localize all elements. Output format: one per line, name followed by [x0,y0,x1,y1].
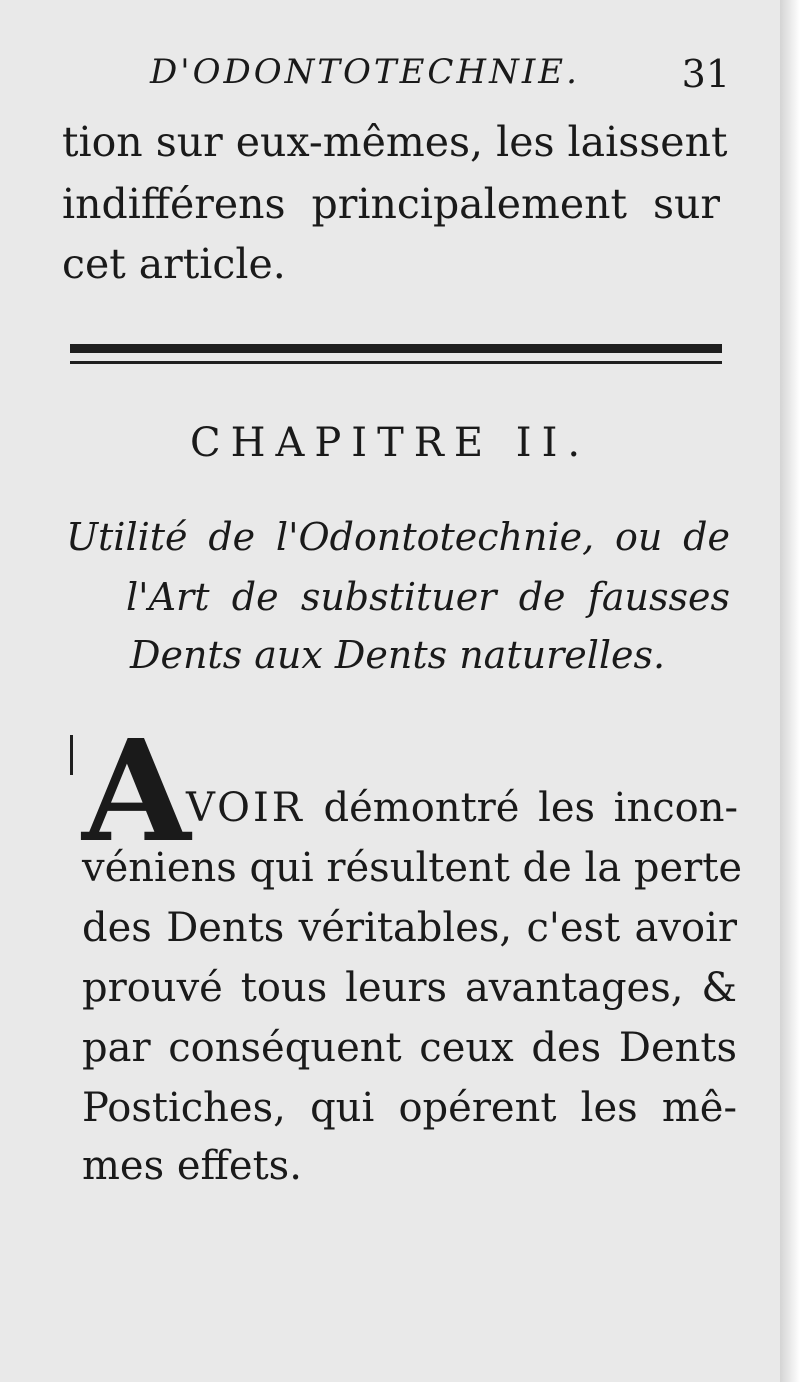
divider-rule-thin [70,361,722,364]
text-line: cet article. [62,240,286,288]
text-line: indifférens principalement sur [62,180,720,228]
body-line: prouvé tous leurs avantages, & [82,965,737,1011]
drop-cap-ornament [70,735,73,775]
first-word-smallcaps: VOIR [186,785,305,831]
page-number: 31 [681,52,730,96]
text-line: tion sur eux-mêmes, les laissent [62,118,728,166]
divider-rule-thick [70,344,722,353]
chapter-subtitle-line: l'Art de substituer de fausses [126,575,730,619]
running-title: D'ODONTOTECHNIE. [150,52,580,92]
drop-cap: A [82,710,187,874]
chapter-subtitle-line: Dents aux Dents naturelles. [130,633,666,677]
chapter-heading: CHAPITRE II. [190,420,591,466]
body-line: par conséquent ceux des Dents [82,1025,737,1071]
body-line: mes effets. [82,1143,302,1189]
body-line: des Dents véritables, c'est avoir [82,905,737,951]
body-line: Postiches, qui opérent les mê- [82,1085,737,1131]
page-edge [780,0,800,1382]
body-line: véniens qui résultent de la perte [82,845,743,891]
chapter-subtitle-line: Utilité de l'Odontotechnie, ou de [66,515,730,559]
body-first-line [186,785,738,831]
first-line-text: démontré les incon- [323,785,738,831]
running-header [150,52,740,102]
